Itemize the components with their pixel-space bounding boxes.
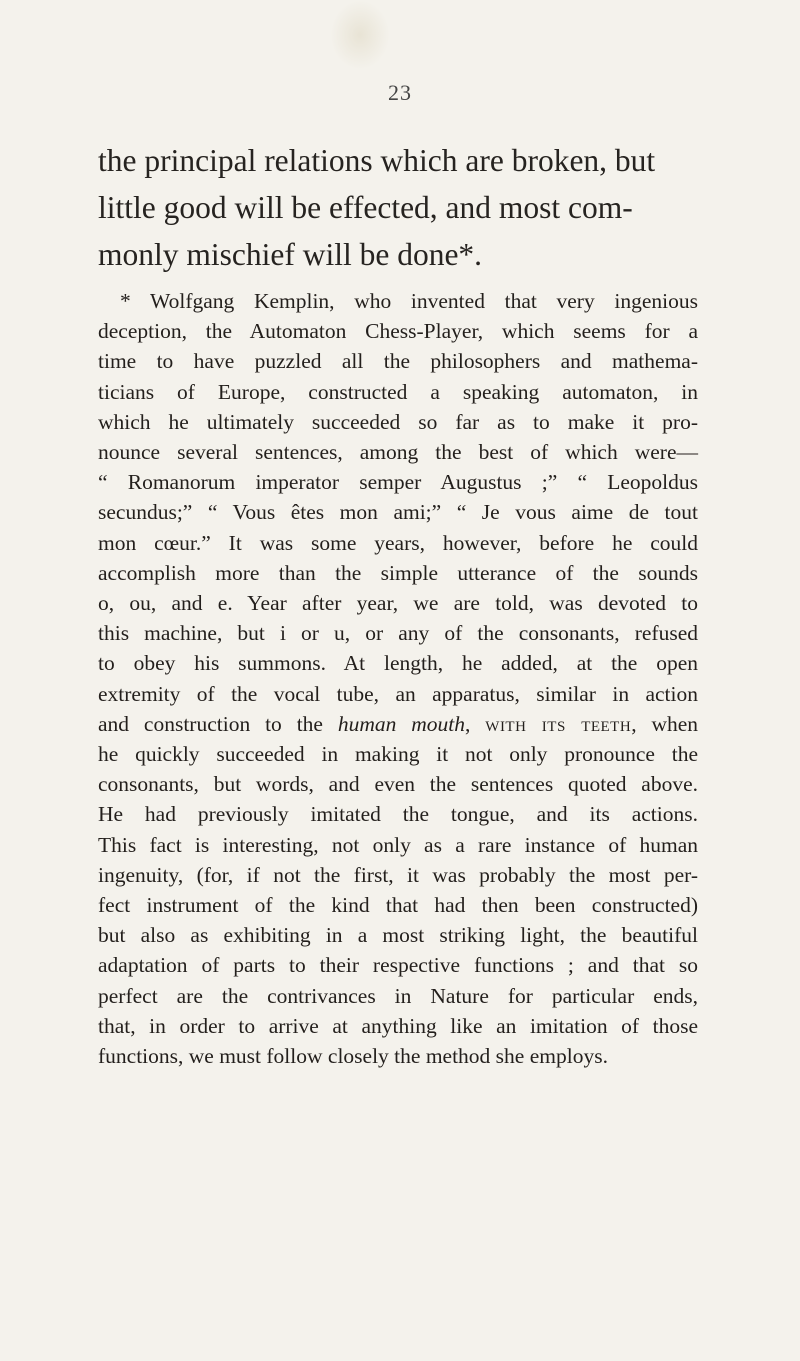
footnote-line: ingenuity, (for, if not the first, it was probably the most per-	[98, 862, 698, 887]
footnote-line: ticians of Europe, constructed a speaking automaton, in	[98, 379, 698, 404]
footnote-line: adaptation of parts to their respective functions ; and that so	[98, 953, 698, 978]
footnote-line: he quickly succeeded in making it not only pronounce the	[98, 742, 698, 767]
footnote-line: but also as exhibiting in a most striking light, the beautiful	[98, 923, 698, 948]
footnote-line: “ Romanorum imperator semper Augustus ;” “ Leopoldus	[98, 470, 698, 495]
footnote-line: consonants, but words, and even the sentences quoted above.	[98, 772, 698, 797]
main-paragraph	[98, 137, 698, 278]
footnote-line: fect instrument of the kind that had then been constructed)	[98, 893, 698, 918]
footnote-line: o, ou, and e. Year after year, we are told, was devoted to	[98, 591, 698, 616]
footnote-line-styled	[98, 709, 698, 739]
main-line: monly mischief will be done*.	[98, 237, 483, 272]
footnote-line: to obey his summons. At length, he added, at the open	[98, 651, 698, 676]
footnote	[98, 286, 698, 1071]
footnote-line: * Wolfgang Kemplin, who invented that very ingenious	[120, 289, 698, 313]
footnote-line: extremity of the vocal tube, an apparatus, similar in action	[98, 681, 698, 706]
smallcaps-run: with its teeth	[485, 711, 632, 736]
footnote-line: This fact is interesting, not only as a rare instance of human	[98, 832, 698, 857]
footnote-line: accomplish more than the simple utterance of the sounds	[98, 560, 698, 585]
footnote-line: deception, the Automaton Chess-Player, which seems for a	[98, 319, 698, 344]
footnote-line: mon cœur.” It was some years, however, before he could	[98, 530, 698, 555]
italic-run: human mouth	[337, 711, 466, 736]
footnote-line: this machine, but i or u, or any of the consonants, refused	[98, 621, 698, 646]
footnote-line: secundus;” “ Vous êtes mon ami;” “ Je vous aime de tout	[98, 500, 698, 525]
footnote-line: He had previously imitated the tongue, and its actions.	[98, 802, 698, 827]
paper-stain	[330, 0, 390, 70]
main-line: the principal relations which are broken, but	[98, 143, 656, 178]
footnote-line: which he ultimately succeeded so far as to make it pro-	[98, 409, 698, 434]
footnote-line: that, in order to arrive at anything like an imitation of those	[98, 1013, 698, 1038]
text-run: and construction to the	[98, 711, 338, 736]
footnote-line: perfect are the contrivances in Nature for particular ends,	[98, 983, 698, 1008]
footnote-line: functions, we must follow closely the method she employs.	[98, 1044, 608, 1069]
main-line: little good will be effected, and most com-	[98, 190, 633, 225]
footnote-line: time to have puzzled all the philosophers and mathema-	[98, 349, 698, 374]
page-number: 23	[388, 80, 412, 105]
footnote-line: nounce several sentences, among the best of which were—	[98, 440, 698, 465]
text-run: , when	[631, 711, 699, 736]
text-run: ,	[465, 711, 486, 736]
